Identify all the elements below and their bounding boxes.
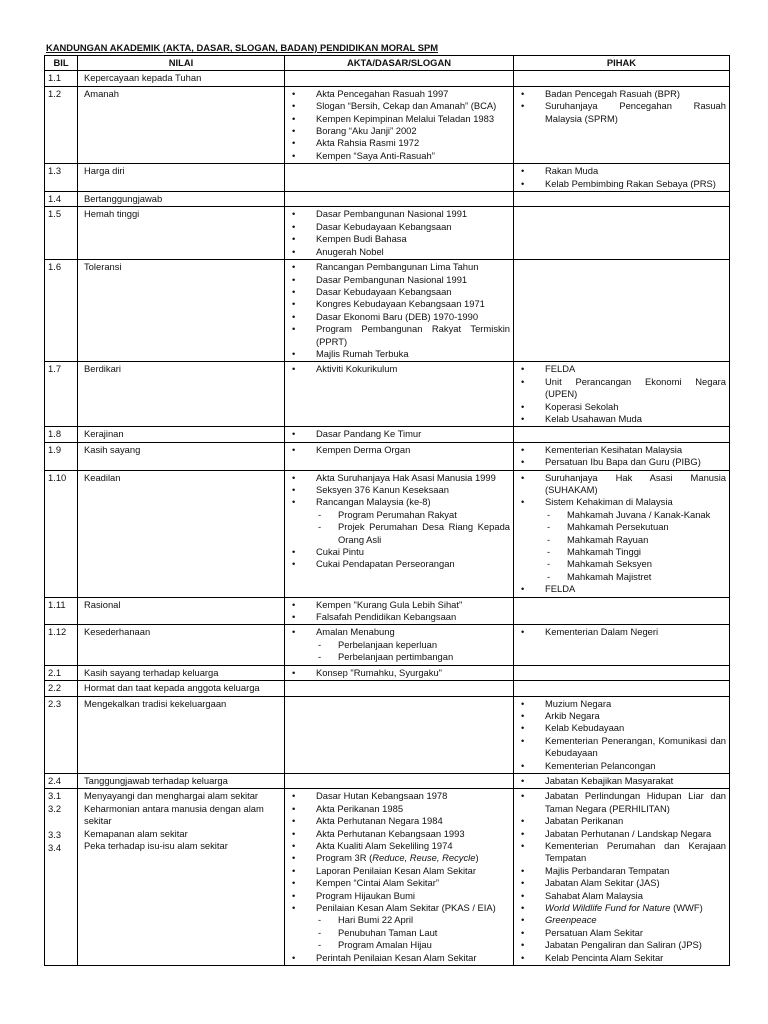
list-item: • Kempen “Saya Anti-Rasuah” (288, 150, 510, 162)
sub-list-item: - Mahkamah Tinggi (517, 546, 726, 558)
list-item: • Suruhanjaya Hak Asasi Manusia (SUHAKAM) (517, 472, 726, 497)
table-row (45, 625, 730, 665)
table-row (45, 597, 730, 625)
sub-list-item: - Mahkamah Majistret (517, 571, 726, 583)
sub-list-item: - Perbelanjaan pertimbangan (288, 651, 510, 663)
nilai-cell: Rasional (78, 597, 285, 625)
nilai-text: Keharmonian antara manusia dengan alam sekitar (84, 802, 264, 827)
list-item: • Cukai Pendapatan Perseorangan (288, 558, 510, 570)
nilai-cell: Bertanggungjawab (78, 192, 285, 207)
list-item: • Unit Perancangan Ekonomi Negara (UPEN) (517, 376, 726, 401)
bil-cell: 1.9 (45, 442, 78, 470)
nilai-cell (78, 789, 285, 966)
list-item: • Dasar Ekonomi Baru (DEB) 1970-1990 (288, 311, 510, 323)
list-item: • Jabatan Perlindungan Hidupan Liar dan Taman Negara (PERHILITAN) (517, 790, 726, 815)
pihak-cell (514, 665, 730, 680)
akta-cell (285, 773, 514, 788)
header-pihak: PIHAK (514, 56, 730, 71)
list-item: • Dasar Pandang Ke Timur (288, 428, 510, 440)
nilai-cell: Toleransi (78, 260, 285, 362)
table-row (45, 207, 730, 260)
list-item: • Sahabat Alam Malaysia (517, 890, 726, 902)
akta-cell (285, 625, 514, 665)
nilai-cell: Mengekalkan tradisi kekeluargaan (78, 696, 285, 773)
list-item: • Kongres Kebudayaan Kebangsaan 1971 (288, 298, 510, 310)
akta-cell (285, 207, 514, 260)
bil-cell: 2.1 (45, 665, 78, 680)
bil-cell: 1.4 (45, 192, 78, 207)
pihak-cell (514, 470, 730, 597)
list-item: • Kementerian Kesihatan Malaysia (517, 444, 726, 456)
list-item: • Persatuan Alam Sekitar (517, 927, 726, 939)
table-row (45, 362, 730, 427)
akta-cell (285, 665, 514, 680)
bil-number: 3.4 (48, 841, 62, 853)
list-item: • Program Pembangunan Rakyat Termiskin (PPRT) (288, 323, 510, 348)
list-item: • Program 3R (Reduce, Reuse, Recycle) (288, 852, 510, 864)
akta-cell (285, 86, 514, 163)
list-item: • Kementerian Pelancongan (517, 760, 726, 772)
list-item: • Penilaian Kesan Alam Sekitar (PKAS / EIA) (288, 902, 510, 914)
pihak-cell (514, 260, 730, 362)
akta-cell (285, 362, 514, 427)
nilai-cell: Amanah (78, 86, 285, 163)
list-item: • Kelab Pencinta Alam Sekitar (517, 952, 726, 964)
pihak-cell (514, 71, 730, 86)
bil-cell: 1.11 (45, 597, 78, 625)
list-item: • Slogan “Bersih, Cekap dan Amanah” (BCA) (288, 100, 510, 112)
page-title: KANDUNGAN AKADEMIK (AKTA, DASAR, SLOGAN, BADAN) PENDIDIKAN MORAL SPM (46, 42, 439, 53)
list-item: • Jabatan Kebajikan Masyarakat (517, 775, 726, 787)
list-item: • Seksyen 376 Kanun Keseksaan (288, 484, 510, 496)
list-item: • Greenpeace (517, 914, 726, 926)
list-item: • Jabatan Pengaliran dan Saliran (JPS) (517, 939, 726, 951)
bil-cell: 2.4 (45, 773, 78, 788)
list-item: • Kempen "Kurang Gula Lebih Sihat" (288, 599, 510, 611)
sub-list-item: - Mahkamah Seksyen (517, 558, 726, 570)
list-item: • Aktiviti Kokurikulum (288, 363, 510, 375)
list-item: • Program Hijaukan Bumi (288, 890, 510, 902)
pihak-cell (514, 362, 730, 427)
nilai-cell: Tanggungjawab terhadap keluarga (78, 773, 285, 788)
table-row (45, 71, 730, 86)
akta-cell (285, 597, 514, 625)
header-nilai: NILAI (78, 56, 285, 71)
pihak-cell (514, 427, 730, 442)
pihak-cell (514, 773, 730, 788)
bil-cell: 1.2 (45, 86, 78, 163)
list-item: • Persatuan Ibu Bapa dan Guru (PIBG) (517, 456, 726, 468)
nilai-text: Kemapanan alam sekitar (84, 827, 188, 839)
list-item: • Dasar Kebudayaan Kebangsaan (288, 221, 510, 233)
list-item: • Suruhanjaya Pencegahan Rasuah Malaysia (SPRM) (517, 100, 726, 125)
list-item: • Rancangan Pembangunan Lima Tahun (288, 261, 510, 273)
list-item: • Amalan Menabung (288, 626, 510, 638)
table-row (45, 442, 730, 470)
pihak-cell (514, 86, 730, 163)
list-item: • Kempen “Cintai Alam Sekitar” (288, 877, 510, 889)
list-item: • Kempen Kepimpinan Melalui Teladan 1983 (288, 113, 510, 125)
bil-number: 3.1 (48, 790, 62, 802)
pihak-cell (514, 696, 730, 773)
list-item: • Jabatan Alam Sekitar (JAS) (517, 877, 726, 889)
list-item: • Perintah Penilaian Kesan Alam Sekitar (288, 952, 510, 964)
pihak-cell (514, 207, 730, 260)
list-item: • Akta Suruhanjaya Hak Asasi Manusia 1999 (288, 472, 510, 484)
pihak-cell (514, 789, 730, 966)
nilai-cell: Harga diri (78, 164, 285, 192)
nilai-text: Menyayangi dan menghargai alam sekitar (84, 790, 259, 802)
list-item: • Arkib Negara (517, 710, 726, 722)
bil-cell: 2.2 (45, 681, 78, 696)
list-item: • Akta Perhutanan Kebangsaan 1993 (288, 828, 510, 840)
table-row (45, 86, 730, 163)
sub-list-item: - Program Perumahan Rakyat (288, 509, 510, 521)
header-akta: AKTA/DASAR/SLOGAN (285, 56, 514, 71)
table-header-row (45, 56, 730, 71)
bil-cell: 1.1 (45, 71, 78, 86)
bil-cell: 1.8 (45, 427, 78, 442)
pihak-cell (514, 164, 730, 192)
bil-cell: 1.5 (45, 207, 78, 260)
list-item: • Kelab Usahawan Muda (517, 413, 726, 425)
list-item: • Rakan Muda (517, 165, 726, 177)
akta-cell (285, 71, 514, 86)
akta-cell (285, 427, 514, 442)
akta-cell (285, 470, 514, 597)
nilai-text: Peka terhadap isu-isu alam sekitar (84, 839, 228, 851)
list-item: • Majlis Perbandaran Tempatan (517, 865, 726, 877)
list-item: • Koperasi Sekolah (517, 401, 726, 413)
table-row (45, 192, 730, 207)
pihak-cell (514, 192, 730, 207)
pihak-cell (514, 625, 730, 665)
table-row (45, 789, 730, 966)
list-item: • Akta Rahsia Rasmi 1972 (288, 137, 510, 149)
sub-list-item: - Hari Bumi 22 April (288, 914, 510, 926)
list-item: • Kempen Derma Organ (288, 444, 510, 456)
list-item: • Akta Perikanan 1985 (288, 803, 510, 815)
akta-cell (285, 260, 514, 362)
list-item: • World Wildlife Fund for Nature (WWF) (517, 902, 726, 914)
pihak-cell (514, 442, 730, 470)
bil-number: 3.3 (48, 829, 62, 841)
sub-list-item: - Perbelanjaan keperluan (288, 639, 510, 651)
nilai-cell: Kesederhanaan (78, 625, 285, 665)
bil-cell: 2.3 (45, 696, 78, 773)
bil-number: 3.2 (48, 802, 62, 814)
sub-list-item: - Penubuhan Taman Laut (288, 927, 510, 939)
bil-cell: 1.3 (45, 164, 78, 192)
table-row (45, 665, 730, 680)
akta-cell (285, 442, 514, 470)
list-item: • Cukai Pintu (288, 546, 510, 558)
list-item: • FELDA (517, 363, 726, 375)
header-bil: BIL (45, 56, 78, 71)
nilai-cell: Hemah tinggi (78, 207, 285, 260)
list-item: • Jabatan Perhutanan / Landskap Negara (517, 828, 726, 840)
list-item: • Dasar Hutan Kebangsaan 1978 (288, 790, 510, 802)
list-item: • Kementerian Penerangan, Komunikasi dan Kebudayaan (517, 735, 726, 760)
table-row (45, 164, 730, 192)
list-item: • Kementerian Perumahan dan Kerajaan Tempatan (517, 840, 726, 865)
list-item: • Kementerian Dalam Negeri (517, 626, 726, 638)
akta-cell (285, 696, 514, 773)
sub-list-item: - Mahkamah Persekutuan (517, 521, 726, 533)
bil-cell (45, 789, 78, 966)
sub-list-item: - Program Amalan Hijau (288, 939, 510, 951)
list-item: • Muzium Negara (517, 698, 726, 710)
nilai-cell: Kepercayaan kepada Tuhan (78, 71, 285, 86)
list-item: • Badan Pencegah Rasuah (BPR) (517, 88, 726, 100)
nilai-cell: Kasih sayang terhadap keluarga (78, 665, 285, 680)
table-row (45, 260, 730, 362)
bil-cell: 1.6 (45, 260, 78, 362)
list-item: • Kelab Pembimbing Rakan Sebaya (PRS) (517, 178, 726, 190)
nilai-cell: Keadilan (78, 470, 285, 597)
list-item: • Borang “Aku Janji” 2002 (288, 125, 510, 137)
nilai-cell: Kasih sayang (78, 442, 285, 470)
table-row (45, 470, 730, 597)
bil-cell: 1.12 (45, 625, 78, 665)
list-item: • Dasar Pembangunan Nasional 1991 (288, 274, 510, 286)
akta-cell (285, 192, 514, 207)
bil-cell: 1.7 (45, 362, 78, 427)
list-item: • Kempen Budi Bahasa (288, 233, 510, 245)
list-item: • Anugerah Nobel (288, 246, 510, 258)
list-item: • Laporan Penilaian Kesan Alam Sekitar (288, 865, 510, 877)
nilai-cell: Hormat dan taat kepada anggota keluarga (78, 681, 285, 696)
list-item: • Konsep "Rumahku, Syurgaku" (288, 667, 510, 679)
akta-cell (285, 681, 514, 696)
list-item: • Dasar Pembangunan Nasional 1991 (288, 208, 510, 220)
table-row (45, 427, 730, 442)
akta-cell (285, 789, 514, 966)
nilai-cell: Kerajinan (78, 427, 285, 442)
sub-list-item: - Mahkamah Juvana / Kanak-Kanak (517, 509, 726, 521)
list-item: • Falsafah Pendidikan Kebangsaan (288, 611, 510, 623)
bil-cell: 1.10 (45, 470, 78, 597)
pihak-cell (514, 597, 730, 625)
list-item: • Akta Kualiti Alam Sekeliling 1974 (288, 840, 510, 852)
pihak-cell (514, 681, 730, 696)
nilai-cell: Berdikari (78, 362, 285, 427)
table-row (45, 696, 730, 773)
sub-list-item: - Mahkamah Rayuan (517, 534, 726, 546)
list-item: • Rancangan Malaysia (ke-8) (288, 496, 510, 508)
list-item: • Jabatan Perikanan (517, 815, 726, 827)
table-row (45, 773, 730, 788)
list-item: • FELDA (517, 583, 726, 595)
sub-list-item: - Projek Perumahan Desa Riang Kepada Orang Asli (288, 521, 510, 546)
table-row (45, 681, 730, 696)
list-item: • Dasar Kebudayaan Kebangsaan (288, 286, 510, 298)
list-item: • Majlis Rumah Terbuka (288, 348, 510, 360)
list-item: • Akta Pencegahan Rasuah 1997 (288, 88, 510, 100)
list-item: • Sistem Kehakiman di Malaysia (517, 496, 726, 508)
akta-cell (285, 164, 514, 192)
list-item: • Akta Perhutanan Negara 1984 (288, 815, 510, 827)
list-item: • Kelab Kebudayaan (517, 722, 726, 734)
content-table (44, 55, 730, 966)
